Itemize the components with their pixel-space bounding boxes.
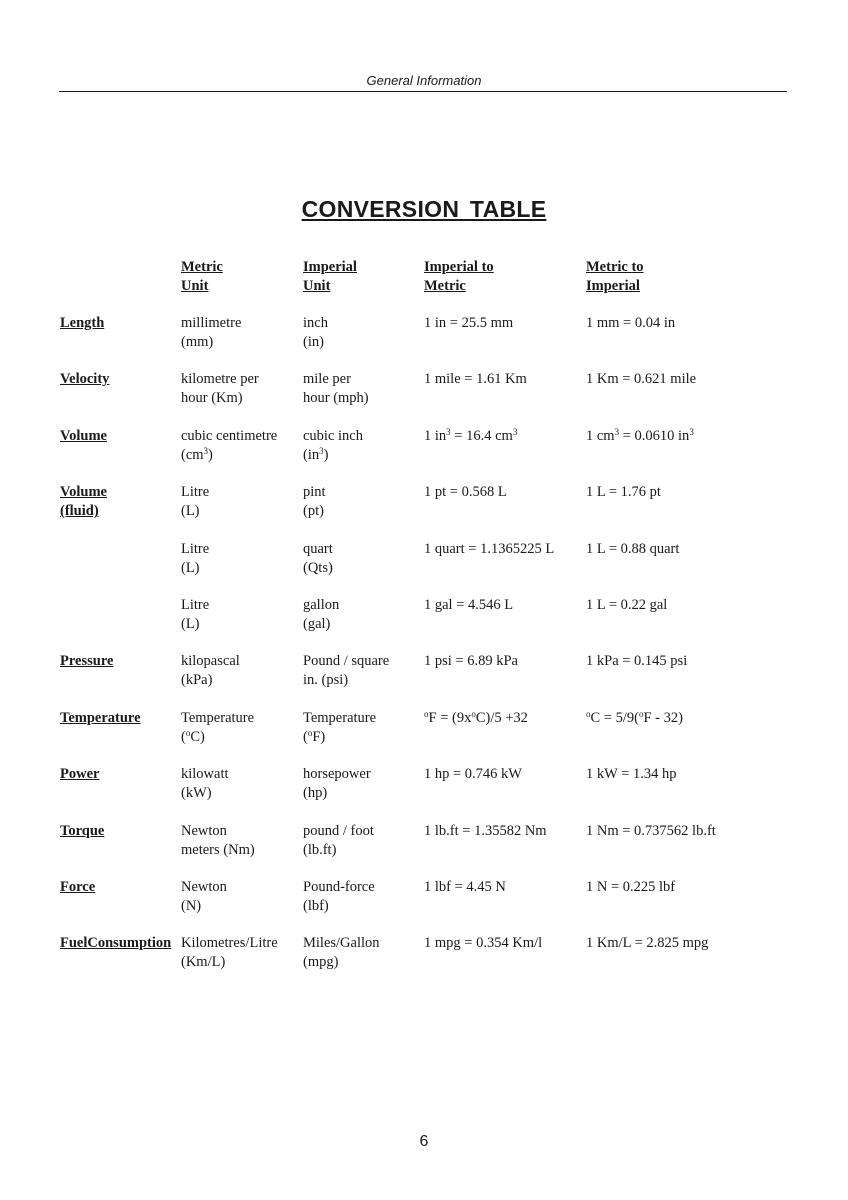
metric-unit-cell [181, 596, 209, 634]
category-line: FuelConsumption [60, 935, 172, 952]
imperial-unit-cell [303, 314, 328, 352]
imperial-unit-line: Temperature [303, 709, 377, 726]
column-header-metric-unit [181, 258, 223, 296]
imperial-to-metric-cell [424, 765, 522, 784]
imperial-to-metric-cell [424, 878, 506, 897]
formula: 1 mpg = 0.354 Km/l [424, 935, 543, 952]
imperial-unit-line: Pound / square [303, 653, 390, 670]
imperial-unit-line: $(in^3)$ [303, 445, 329, 463]
column-header-line: Unit [303, 278, 331, 294]
imperial-unit-cell [303, 878, 375, 916]
category-line: Velocity [60, 371, 110, 388]
metric-to-imperial-cell [586, 427, 694, 446]
imperial-unit-line: (lb.ft) [303, 841, 337, 858]
category-label [60, 427, 107, 446]
column-header-imperial-to-metric [424, 258, 494, 296]
imperial-to-metric-cell [424, 596, 513, 615]
metric-unit-cell [181, 540, 209, 578]
formula: 1 Nm = 0.737562 lb.ft [586, 822, 716, 839]
metric-unit-line: kilometre per [181, 371, 259, 388]
formula: 1 lb.ft = 1.35582 Nm [424, 822, 547, 839]
imperial-unit-cell [303, 709, 376, 747]
imperial-to-metric-cell [424, 370, 527, 389]
imperial-unit-line: (Qts) [303, 559, 333, 576]
imperial-to-metric-cell [424, 822, 547, 841]
formula: 1 N = 0.225 lbf [586, 879, 676, 895]
metric-to-imperial-cell [586, 878, 675, 897]
formula: 1 in = 25.5 mm [424, 315, 514, 331]
metric-unit-line: (L) [181, 616, 200, 632]
metric-unit-line: Newton [181, 822, 227, 839]
category-label [60, 483, 107, 521]
imperial-unit-cell [303, 483, 326, 521]
metric-to-imperial-cell [586, 540, 679, 559]
imperial-unit-line: inch [303, 315, 328, 331]
imperial-unit-line: cubic inch [303, 427, 363, 444]
column-header-line: Imperial [586, 278, 640, 294]
metric-unit-line: $(cm^3)$ [181, 445, 213, 463]
column-header-line: Imperial [303, 259, 357, 275]
imperial-to-metric-cell [424, 483, 507, 502]
metric-unit-line: (kPa) [181, 672, 213, 689]
metric-unit-line: Litre [181, 484, 210, 501]
category-label [60, 878, 95, 897]
imperial-unit-cell [303, 652, 389, 690]
metric-unit-line: (L) [181, 559, 200, 576]
imperial-to-metric-cell [424, 540, 554, 559]
category-label [60, 934, 171, 953]
metric-unit-cell [181, 652, 240, 690]
formula: 1 gal = 4.546 L [424, 597, 514, 613]
imperial-unit-line: pound / foot [303, 822, 374, 839]
formula: 1 psi = 6.89 kPa [424, 653, 518, 670]
metric-unit-cell [181, 483, 209, 521]
imperial-to-metric-cell [424, 934, 542, 953]
metric-unit-line: kilowatt [181, 766, 229, 783]
metric-unit-line: Litre [181, 597, 210, 613]
imperial-to-metric-cell [424, 314, 513, 333]
imperial-unit-cell [303, 540, 333, 578]
imperial-unit-cell [303, 822, 374, 860]
formula: $^oF = (9x^oC)/5 +32$ [424, 708, 528, 726]
imperial-unit-line: (in) [303, 334, 324, 350]
column-header-metric-to-imperial [586, 258, 644, 296]
imperial-unit-line: (lbf) [303, 898, 329, 914]
imperial-unit-line: quart [303, 540, 333, 557]
metric-unit-line: (Km/L) [181, 954, 226, 971]
imperial-unit-line: (gal) [303, 616, 331, 632]
metric-unit-line: (N) [181, 898, 202, 914]
imperial-to-metric-cell [424, 427, 517, 446]
metric-unit-line: hour (Km) [181, 390, 243, 407]
formula: 1 L = 0.22 gal [586, 597, 668, 613]
imperial-unit-line: pint [303, 484, 326, 501]
formula: 1 mm = 0.04 in [586, 315, 676, 331]
category-label [60, 765, 99, 784]
imperial-unit-line: horsepower [303, 766, 371, 783]
metric-unit-line: Temperature [181, 709, 255, 726]
formula: 1 pt = 0.568 L [424, 484, 507, 501]
category-line: Volume [60, 427, 107, 444]
imperial-unit-cell [303, 427, 363, 465]
metric-unit-line: (kW) [181, 785, 212, 802]
metric-unit-line: Kilometres/Litre [181, 935, 278, 952]
page-title: CONVERSION TABLE [301, 196, 547, 222]
metric-to-imperial-cell [586, 934, 708, 953]
metric-unit-cell [181, 878, 227, 916]
metric-to-imperial-cell [586, 596, 667, 615]
imperial-unit-line: (mpg) [303, 954, 339, 971]
formula: 1 Km/L = 2.825 mpg [586, 935, 709, 952]
imperial-to-metric-cell [424, 709, 528, 728]
category-label [60, 822, 104, 841]
page-number: 6 [419, 1133, 429, 1150]
category-line: Torque [60, 822, 105, 839]
imperial-unit-line: mile per [303, 371, 351, 388]
formula: 1 quart = 1.1365225 L [424, 540, 555, 557]
metric-to-imperial-cell [586, 709, 683, 728]
formula: 1 kW = 1.34 hp [586, 766, 677, 783]
metric-to-imperial-cell [586, 765, 676, 784]
metric-to-imperial-cell [586, 314, 675, 333]
formula: 1 L = 0.88 quart [586, 540, 680, 557]
metric-to-imperial-cell [586, 370, 696, 389]
category-line: Power [60, 766, 100, 783]
category-label [60, 314, 104, 333]
imperial-unit-line: Miles/Gallon [303, 935, 380, 952]
metric-unit-cell [181, 934, 278, 972]
metric-unit-line: (mm) [181, 334, 214, 350]
formula: 1 $in^3 = 16.4$ $cm^3$ [424, 426, 518, 444]
imperial-unit-cell [303, 934, 380, 972]
metric-to-imperial-cell [586, 483, 661, 502]
formula: 1 $cm^3 = 0.0610$ $in^3$ [586, 426, 694, 444]
metric-unit-cell [181, 822, 255, 860]
metric-unit-line: cubic centimetre [181, 427, 278, 444]
running-header: General Information [366, 73, 482, 88]
imperial-to-metric-cell [424, 652, 518, 671]
formula: 1 lbf = 4.45 N [424, 879, 506, 895]
formula: 1 mile = 1.61 Km [424, 371, 527, 388]
formula: $^o$C = 5/9($^o$F - 32) [586, 708, 683, 726]
formula: 1 L = 1.76 pt [586, 484, 661, 501]
metric-to-imperial-cell [586, 652, 687, 671]
column-header-line: Imperial to [424, 259, 494, 275]
imperial-unit-line: (hp) [303, 785, 328, 802]
column-header-line: Metric [181, 259, 223, 275]
formula: 1 Km = 0.621 mile [586, 371, 697, 388]
metric-unit-line: (L) [181, 503, 200, 520]
metric-unit-cell [181, 370, 259, 408]
category-label [60, 652, 113, 671]
imperial-unit-line: hour (mph) [303, 390, 369, 407]
imperial-unit-line: in. (psi) [303, 672, 349, 689]
metric-unit-cell [181, 765, 229, 803]
imperial-unit-cell [303, 765, 371, 803]
metric-unit-line: Litre [181, 540, 210, 557]
category-line: Force [60, 879, 96, 895]
imperial-unit-line: ($^o$F) [303, 727, 326, 745]
column-header-line: Metric to [586, 259, 644, 275]
metric-unit-line: Newton [181, 879, 227, 895]
column-header-line: Metric [424, 278, 466, 294]
category-line: Pressure [60, 653, 114, 670]
category-line: Length [60, 315, 105, 331]
imperial-unit-line: gallon [303, 597, 340, 613]
imperial-unit-cell [303, 596, 339, 634]
formula: 1 kPa = 0.145 psi [586, 653, 688, 670]
metric-unit-cell [181, 427, 277, 465]
column-header-imperial-unit [303, 258, 357, 296]
category-line: Temperature [60, 709, 141, 726]
category-line: (fluid) [60, 503, 99, 520]
header-rule [59, 91, 787, 92]
metric-unit-line: ($^o$C) [181, 727, 205, 745]
category-label [60, 370, 109, 389]
imperial-unit-line: (pt) [303, 503, 324, 520]
imperial-unit-cell [303, 370, 369, 408]
metric-unit-line: kilopascal [181, 653, 240, 670]
imperial-unit-line: Pound-force [303, 879, 375, 895]
column-header-line: Unit [181, 278, 209, 294]
metric-unit-line: millimetre [181, 315, 242, 331]
metric-unit-line: meters (Nm) [181, 841, 255, 858]
formula: 1 hp = 0.746 kW [424, 766, 522, 783]
metric-unit-cell [181, 314, 241, 352]
category-line: Volume [60, 484, 107, 501]
metric-unit-cell [181, 709, 254, 747]
category-label [60, 709, 141, 728]
metric-to-imperial-cell [586, 822, 716, 841]
